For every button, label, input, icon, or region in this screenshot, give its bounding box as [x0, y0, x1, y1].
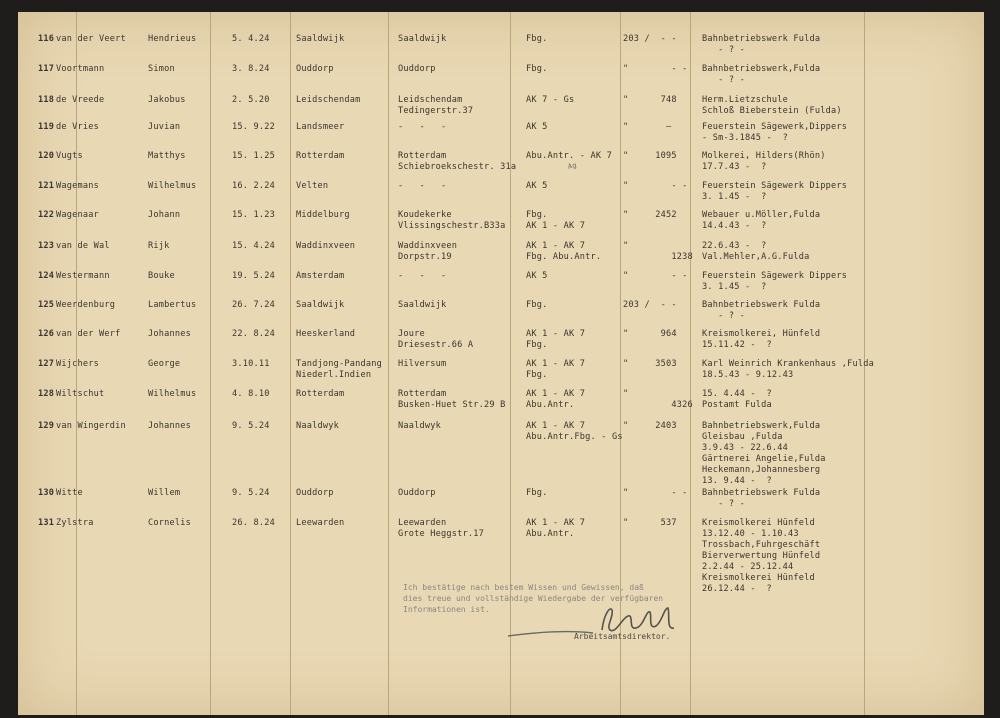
birthdate-cell: 15. 4.24	[232, 241, 275, 251]
row-number: 119	[38, 122, 55, 132]
address-cell: Saaldwijk	[398, 34, 447, 44]
row-number: 131	[38, 518, 55, 528]
birthdate-cell: 26. 8.24	[232, 518, 275, 528]
row-number: 130	[38, 488, 55, 498]
address-cell: Saaldwijk	[398, 300, 447, 310]
address-cell: Leewarden Grote Heggstr.17	[398, 518, 484, 539]
column-divider	[210, 12, 211, 715]
number-cell: 203 / - -	[623, 300, 677, 310]
signature-role: Arbeitsamtsdirektor.	[574, 632, 671, 641]
work-category-cell: Fbg. AK 1 - AK 7	[526, 210, 586, 231]
number-cell: " - -	[623, 181, 688, 191]
birthplace-cell: Amsterdam	[296, 271, 345, 281]
surname-cell: Witte	[56, 488, 83, 498]
employer-cell: Bahnbetriebswerk Fulda - ? -	[702, 488, 821, 509]
work-category-cell: AK 1 - AK 7 Fbg. Abu.Antr.	[526, 241, 602, 262]
firstname-cell: Hendrieus	[148, 34, 197, 44]
firstname-cell: George	[148, 359, 181, 369]
employer-cell: Kreismolkerei Hünfeld 13.12.40 - 1.10.43 Trossbach,Fuhrgeschäft Bierverwertung Hünfeld 2.2.44 - 25.12.44 Kreismolkerei Hünfeld 26.12.44 - ?	[702, 518, 821, 594]
work-category-cell: Fbg.	[526, 300, 548, 310]
address-cell: Naaldwyk	[398, 421, 441, 431]
work-category-cell: AK 1 - AK 7 Fbg.	[526, 329, 586, 350]
employer-cell: Feuerstein Sägewerk Dippers 3. 1.45 - ?	[702, 181, 848, 202]
column-divider	[290, 12, 291, 715]
work-category-cell: Abu.Antr. - AK 7	[526, 151, 612, 161]
employer-cell: Karl Weinrich Krankenhaus ,Fulda 18.5.43 - 9.12.43	[702, 359, 874, 380]
firstname-cell: Johannes	[148, 421, 191, 431]
firstname-cell: Simon	[148, 64, 175, 74]
firstname-cell: Rijk	[148, 241, 170, 251]
address-cell: Leidschendam Tedingerstr.37	[398, 95, 474, 116]
number-cell: " 1238	[623, 241, 693, 262]
row-number: 121	[38, 181, 55, 191]
birthplace-cell: Middelburg	[296, 210, 350, 220]
work-category-cell: AK 1 - AK 7 Fbg.	[526, 359, 586, 380]
surname-cell: van de Wal	[56, 241, 110, 251]
address-cell: - - -	[398, 181, 447, 191]
work-category-cell: Fbg.	[526, 64, 548, 74]
birthplace-cell: Rotterdam	[296, 389, 345, 399]
address-cell: Ouddorp	[398, 488, 436, 498]
surname-cell: de Vries	[56, 122, 99, 132]
birthdate-cell: 9. 5.24	[232, 421, 270, 431]
row-number: 129	[38, 421, 55, 431]
birthplace-cell: Velten	[296, 181, 329, 191]
number-cell: " 2403	[623, 421, 677, 431]
surname-cell: Wagenaar	[56, 210, 99, 220]
birthplace-cell: Leewarden	[296, 518, 345, 528]
address-cell: - - -	[398, 271, 447, 281]
birthplace-cell: Saaldwijk	[296, 300, 345, 310]
surname-cell: Wiltschut	[56, 389, 105, 399]
row-number: 126	[38, 329, 55, 339]
row-number: 120	[38, 151, 55, 161]
number-cell: " - -	[623, 64, 688, 74]
birthdate-cell: 15. 1.25	[232, 151, 275, 161]
surname-cell: van der Werf	[56, 329, 121, 339]
firstname-cell: Johann	[148, 210, 181, 220]
birthdate-cell: 16. 2.24	[232, 181, 275, 191]
row-number: 123	[38, 241, 55, 251]
employer-cell: Bahnbetriebswerk,Fulda - ? -	[702, 64, 821, 85]
employer-cell: Feuerstein Sägewerk,Dippers - Sm-3.1845 - ?	[702, 122, 848, 143]
birthdate-cell: 15. 1.23	[232, 210, 275, 220]
employer-cell: Bahnbetriebswerk,Fulda Gleisbau ,Fulda 3.9.43 - 22.6.44 Gärtnerei Angelie,Fulda Heckemann,Johannesberg 13. 9.44 - ?	[702, 421, 826, 486]
row-number: 127	[38, 359, 55, 369]
surname-cell: Wagemans	[56, 181, 99, 191]
firstname-cell: Juvian	[148, 122, 181, 132]
number-cell: " 3503	[623, 359, 677, 369]
birthdate-cell: 2. 5.20	[232, 95, 270, 105]
row-number: 124	[38, 271, 55, 281]
address-cell: Hilversum	[398, 359, 447, 369]
number-cell: " 4326	[623, 389, 693, 410]
address-cell: Ouddorp	[398, 64, 436, 74]
address-cell: Waddinxveen Dorpstr.19	[398, 241, 458, 262]
number-cell: " - -	[623, 271, 688, 281]
birthdate-cell: 19. 5.24	[232, 271, 275, 281]
birthplace-cell: Ouddorp	[296, 64, 334, 74]
number-cell: " 537	[623, 518, 677, 528]
employer-cell: Bahnbetriebswerk Fulda - ? -	[702, 34, 821, 55]
birthdate-cell: 9. 5.24	[232, 488, 270, 498]
row-number: 122	[38, 210, 55, 220]
work-category-cell: AK 1 - AK 7 Abu.Antr.	[526, 389, 586, 410]
surname-cell: Weerdenburg	[56, 300, 116, 310]
surname-cell: Wijchers	[56, 359, 99, 369]
work-category-cell: AK 5	[526, 271, 548, 281]
birthdate-cell: 15. 9.22	[232, 122, 275, 132]
number-cell: " 964	[623, 329, 677, 339]
employer-cell: Kreismolkerei, Hünfeld 15.11.42 - ?	[702, 329, 821, 350]
employer-cell: 22.6.43 - ? Val.Mehler,A.G.Fulda	[702, 241, 810, 262]
birthdate-cell: 4. 8.10	[232, 389, 270, 399]
work-category-cell: AK 5	[526, 181, 548, 191]
birthplace-cell: Ouddorp	[296, 488, 334, 498]
certification-text: Ich bestätige nach bestem Wissen und Gewissen, daß dies treue und vollständige Wiedergabe der verfügbaren Informationen ist.	[403, 583, 664, 614]
firstname-cell: Johannes	[148, 329, 191, 339]
employer-cell: 15. 4.44 - ? Postamt Fulda	[702, 389, 772, 410]
address-cell: Joure Driesestr.66 A	[398, 329, 474, 350]
employer-cell: Webauer u.Möller,Fulda 14.4.43 - ?	[702, 210, 821, 231]
birthdate-cell: 26. 7.24	[232, 300, 275, 310]
birthdate-cell: 22. 8.24	[232, 329, 275, 339]
employer-cell: Herm.Lietzschule Schloß Bieberstein (Fulda)	[702, 95, 842, 116]
birthplace-cell: Rotterdam	[296, 151, 345, 161]
row-number: 116	[38, 34, 55, 44]
row-number: 128	[38, 389, 55, 399]
address-cell: - - -	[398, 122, 447, 132]
surname-cell: de Vreede	[56, 95, 105, 105]
firstname-cell: Matthys	[148, 151, 186, 161]
number-cell: 203 / - -	[623, 34, 677, 44]
birthplace-cell: Heeskerland	[296, 329, 356, 339]
column-divider	[388, 12, 389, 715]
employer-cell: Bahnbetriebswerk Fulda - ? -	[702, 300, 821, 321]
surname-cell: Voortmann	[56, 64, 105, 74]
work-category-cell: Fbg.	[526, 488, 548, 498]
birthplace-cell: Naaldwyk	[296, 421, 339, 431]
employer-cell: Molkerei, Hilders(Rhön) 17.7.43 - ?	[702, 151, 826, 172]
surname-cell: van Wingerdin	[56, 421, 126, 431]
firstname-cell: Willem	[148, 488, 181, 498]
number-cell: " - -	[623, 488, 688, 498]
birthplace-cell: Waddinxveen	[296, 241, 356, 251]
birthdate-cell: 5. 4.24	[232, 34, 270, 44]
pencil-note: Ag	[567, 161, 578, 171]
number-cell: " —	[623, 122, 672, 132]
work-category-cell: Fbg.	[526, 34, 548, 44]
work-category-cell: AK 5	[526, 122, 548, 132]
row-number: 125	[38, 300, 55, 310]
birthplace-cell: Saaldwijk	[296, 34, 345, 44]
surname-cell: Vugts	[56, 151, 83, 161]
firstname-cell: Wilhelmus	[148, 181, 197, 191]
row-number: 117	[38, 64, 55, 74]
birthplace-cell: Leidschendam	[296, 95, 361, 105]
surname-cell: van der Veert	[56, 34, 126, 44]
number-cell: " 2452	[623, 210, 677, 220]
firstname-cell: Bouke	[148, 271, 175, 281]
birthplace-cell: Landsmeer	[296, 122, 345, 132]
birthdate-cell: 3. 8.24	[232, 64, 270, 74]
number-cell: " 1095	[623, 151, 677, 161]
surname-cell: Zylstra	[56, 518, 94, 528]
row-number: 118	[38, 95, 55, 105]
address-cell: Koudekerke Vlissingschestr.B33a	[398, 210, 506, 231]
work-category-cell: AK 1 - AK 7 Abu.Antr.Fbg. - Gs	[526, 421, 623, 442]
address-cell: Rotterdam Schiebroekschestr. 31a	[398, 151, 517, 172]
document-page	[18, 12, 984, 715]
firstname-cell: Lambertus	[148, 300, 197, 310]
work-category-cell: AK 1 - AK 7 Abu.Antr.	[526, 518, 586, 539]
number-cell: " 748	[623, 95, 677, 105]
address-cell: Rotterdam Busken-Huet Str.29 B	[398, 389, 506, 410]
firstname-cell: Wilhelmus	[148, 389, 197, 399]
birthplace-cell: Tandjong-Pandang Niederl.Indien	[296, 359, 382, 380]
birthdate-cell: 3.10.11	[232, 359, 270, 369]
employer-cell: Feuerstein Sägewerk Dippers 3. 1.45 - ?	[702, 271, 848, 292]
firstname-cell: Cornelis	[148, 518, 191, 528]
work-category-cell: AK 7 - Gs	[526, 95, 575, 105]
surname-cell: Westermann	[56, 271, 110, 281]
firstname-cell: Jakobus	[148, 95, 186, 105]
